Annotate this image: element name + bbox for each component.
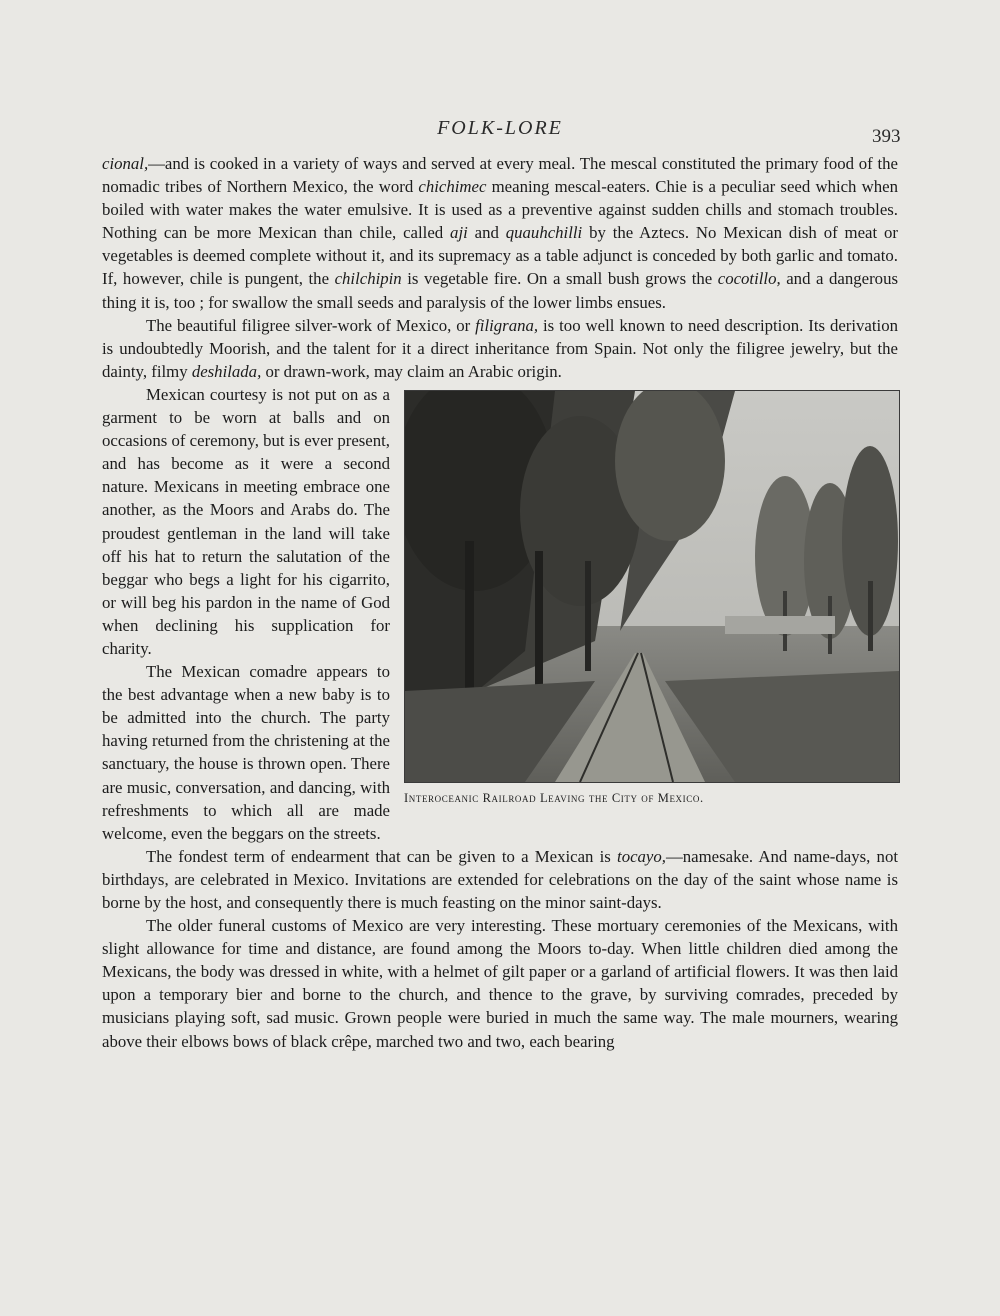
railroad-photo	[404, 390, 900, 783]
text-run: —namesake. And name-days, not birthdays, are celebrated in Mexico. Invitations are extended for celebrations on the day of the saint whose name is borne by the host, and consequently there is much feasting on the minor saint-days.	[102, 846, 898, 912]
text-run: or drawn-work, may claim an Arabic origin.	[261, 361, 562, 381]
italic-term: cional,	[102, 154, 149, 173]
figure	[404, 390, 900, 806]
text-column	[102, 152, 898, 1053]
text-run: is too well known to need description. Its derivation is undoubtedly Moorish, and the talent for it a direct inheritance from Spain. Not only the filigree jewelry, but the dainty, filmy	[102, 315, 898, 381]
paragraph-6: The older funeral customs of Mexico are very interesting. These mortuary ceremonies of the Mexicans, with slight allowance for time and distance, are found among the Moors to-day. When little children died among the Mexicans, the body was dressed in white, with a helmet of gilt paper or a garland of artificial flowers. It was then laid upon a temporary bier and borne to the church, and thence to the grave, by surviving comrades, preceded by musicians playing soft, sad music. Grown people were buried in much the same way. The male mourners, wearing above their elbows bows of black crêpe, marched two and two, each bearing	[102, 916, 898, 1051]
text-run: The beautiful filigree silver-work of Mexico, or	[146, 315, 476, 335]
paragraph-1	[102, 152, 898, 314]
page-number: 393	[872, 126, 901, 147]
italic-term: tocayo,	[617, 846, 666, 866]
italic-term: filigrana,	[475, 315, 539, 335]
text-run: meaning mescal-eaters. Chie is a peculiar seed which when boiled with water makes the water emulsive. It is used as a preventive against sudden chills and stomach troubles. Nothing can be more Mexican than chile, called	[102, 177, 898, 243]
paragraph-2	[102, 314, 898, 383]
italic-term: deshilada,	[191, 361, 262, 381]
text-run: by the Aztecs. No Mexican dish of meat or vegetables is deemed complete without it, and its supremacy as a table adjunct is conceded by both garlic and tomato. If, however, chile is pungent, the	[102, 223, 899, 289]
text-run: and	[467, 223, 506, 243]
railroad-photo-illustration	[405, 391, 899, 782]
text-run: and a dangerous thing it is, too ; for swallow the small seeds and paralysis of the lower limbs ensues.	[102, 269, 898, 312]
italic-term: aji	[450, 223, 468, 243]
text-run: The fondest term of endearment that can be given to a Mexican is	[146, 846, 618, 866]
paragraph-3: Mexican courtesy is not put on as a garment to be worn at balls and on occasions of ceremony, but is ever present, and has become as it were a second nature. Mexicans in meeting embrace one another, as the Moors and Arabs do. The proudest gentleman in the land will take off his hat to return the salutation of the beggar who begs a light for his cigarrito, or will beg his pardon in the name of God when declining his supplication for charity.	[102, 384, 390, 658]
text-run: is vegetable fire. On a small bush grows the	[401, 269, 718, 289]
italic-term: chichimec	[418, 177, 487, 197]
italic-term: chilchipin	[334, 269, 402, 289]
text-run: —and is cooked in a variety of ways and served at every meal. The mescal constituted the primary food of the nomadic tribes of Northern Mexico, the word	[102, 154, 898, 197]
paragraph-5	[102, 845, 898, 914]
running-head: FOLK-LORE	[437, 117, 563, 139]
italic-term: quauhchilli	[505, 223, 583, 243]
paragraph-4: The Mexican comadre appears to the best advantage when a new baby is to be admitted into the church. The party having returned from the christening at the sanctuary, the house is thrown open. There are music, conversation, and dancing, with refreshments to which all are made welcome, even the beggars on the streets.	[102, 662, 390, 843]
italic-term: cocotillo,	[717, 269, 781, 289]
figure-caption: Interoceanic Railroad Leaving the City of Mexico.	[404, 790, 704, 805]
